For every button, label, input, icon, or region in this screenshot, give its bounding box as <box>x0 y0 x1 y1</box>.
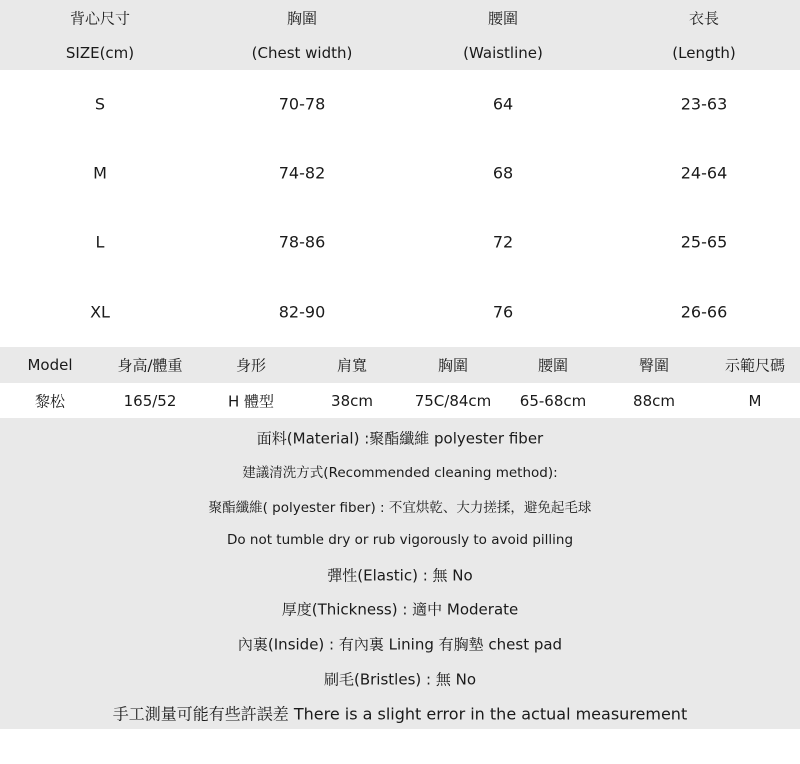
header-waist-en: (Waistline) <box>463 44 543 62</box>
length-value: 24-64 <box>680 163 728 183</box>
waist-value: 64 <box>492 94 514 114</box>
model-chest: 75C/84cm <box>414 392 492 410</box>
model-demo-size: M <box>748 392 762 410</box>
header-chest-zh: 胸圍 <box>286 9 318 28</box>
model-height-weight: 165/52 <box>123 392 177 410</box>
size-label: XL <box>90 302 110 322</box>
waist-value: 72 <box>492 232 514 252</box>
waist-value: 76 <box>492 302 514 322</box>
chest-value: 82-90 <box>278 302 326 322</box>
chest-value: 78-86 <box>278 232 326 252</box>
header-height-weight: 身高/體重 <box>117 356 183 375</box>
size-label: S <box>94 94 106 114</box>
header-size-zh: 背心尺寸 <box>69 9 131 28</box>
chest-value: 74-82 <box>278 163 326 183</box>
info-material: 面料(Material) :聚酯纖維 polyester fiber <box>256 429 544 448</box>
header-chest: 胸圍 <box>437 356 469 375</box>
header-length-zh: 衣長 <box>688 9 720 28</box>
size-label: M <box>93 163 107 183</box>
size-row-s <box>0 70 800 139</box>
model-table-row <box>0 383 800 418</box>
header-chest-en: (Chest width) <box>251 44 353 62</box>
size-row-l <box>0 208 800 277</box>
model-name: 黎松 <box>34 392 66 411</box>
info-measurement-note: 手工測量可能有些許誤差 There is a slight error in the actual measurement <box>112 704 688 724</box>
info-cleaning-zh: 聚酯纖維( polyester fiber) : 不宜烘乾、大力搓揉，避免起毛球 <box>208 500 592 516</box>
header-length-en: (Length) <box>672 44 736 62</box>
model-hip: 88cm <box>633 392 675 410</box>
length-value: 23-63 <box>680 94 728 114</box>
model-waist: 65-68cm <box>519 392 587 410</box>
header-demo-size: 示範尺碼 <box>724 356 786 375</box>
size-row-xl <box>0 278 800 347</box>
info-bristles: 刷毛(Bristles) : 無 No <box>324 670 476 689</box>
chest-value: 70-78 <box>278 94 326 114</box>
header-hip: 臀圍 <box>638 356 670 375</box>
model-table-header <box>0 347 800 383</box>
length-value: 25-65 <box>680 232 728 252</box>
info-thickness: 厚度(Thickness) : 適中 Moderate <box>281 600 519 619</box>
info-cleaning-title: 建議清洗方式(Recommended cleaning method): <box>242 465 558 481</box>
header-size-en: SIZE(cm) <box>65 44 135 62</box>
header-waist-zh: 腰圍 <box>487 9 519 28</box>
model-shoulder: 38cm <box>331 392 373 410</box>
waist-value: 68 <box>492 163 514 183</box>
model-body-shape: H 體型 <box>227 392 275 411</box>
info-cleaning-en: Do not tumble dry or rub vigorously to avoid pilling <box>226 532 574 548</box>
size-row-m <box>0 139 800 208</box>
header-waist: 腰圍 <box>537 356 569 375</box>
length-value: 26-66 <box>680 302 728 322</box>
size-label: L <box>95 232 105 252</box>
header-body-shape: 身形 <box>235 356 267 375</box>
info-elastic: 彈性(Elastic) : 無 No <box>327 566 473 585</box>
product-info-block <box>0 418 800 729</box>
info-inside: 內裏(Inside) : 有內裏 Lining 有胸墊 chest pad <box>237 635 563 654</box>
header-model: Model <box>27 356 73 374</box>
size-table-header <box>0 0 800 70</box>
header-shoulder: 肩寬 <box>336 356 368 375</box>
